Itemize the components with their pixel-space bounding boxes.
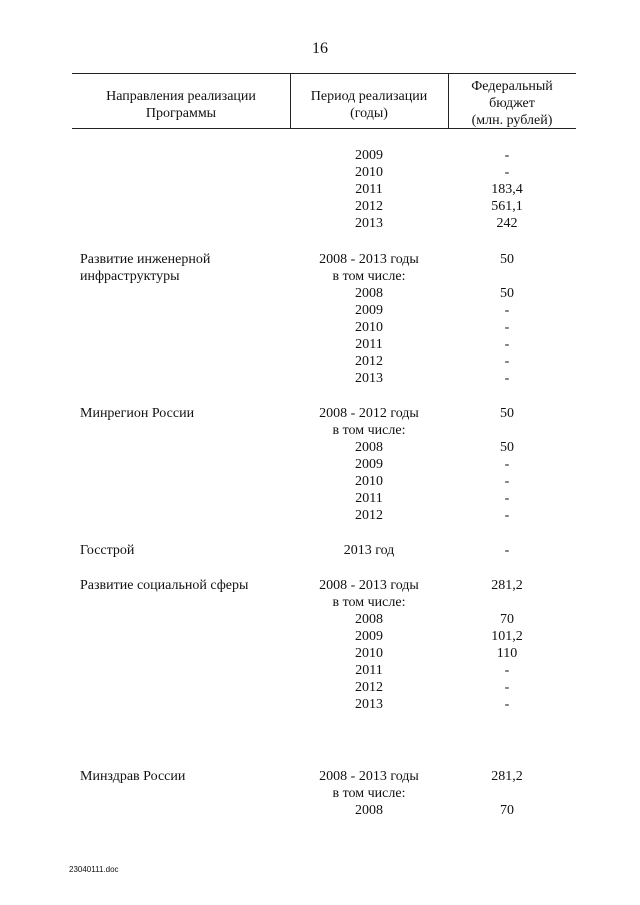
row-period: 2011 bbox=[355, 491, 383, 506]
row-budget: 281,2 bbox=[491, 578, 523, 593]
header-directions: Направления реализации Программы bbox=[106, 89, 256, 121]
row-direction: Развитие инженерной инфраструктуры bbox=[80, 252, 211, 284]
row-budget: 50 bbox=[500, 440, 514, 455]
row-budget: - bbox=[504, 148, 510, 163]
row-budget: - bbox=[504, 457, 510, 472]
row-period: 2009 bbox=[355, 148, 383, 163]
row-period: 2008 bbox=[355, 440, 383, 455]
row-direction: Развитие социальной сферы bbox=[80, 578, 249, 593]
row-period: 2010 bbox=[355, 165, 383, 180]
row-period: 2012 bbox=[355, 354, 383, 369]
row-budget: - bbox=[504, 680, 510, 695]
row-budget: 183,4 bbox=[491, 182, 523, 197]
row-budget: - bbox=[504, 320, 510, 335]
row-period: 2008 - 2013 годы bbox=[319, 578, 419, 593]
row-budget: - bbox=[504, 165, 510, 180]
row-budget: - bbox=[504, 303, 510, 318]
row-budget: - bbox=[504, 663, 510, 678]
row-period: 2012 bbox=[355, 508, 383, 523]
row-budget: 70 bbox=[500, 803, 514, 818]
row-budget: - bbox=[504, 337, 510, 352]
row-budget: - bbox=[504, 354, 510, 369]
row-period: 2009 bbox=[355, 629, 383, 644]
row-direction: Минрегион России bbox=[80, 406, 195, 421]
row-period: в том числе: bbox=[332, 595, 406, 610]
header-period: Период реализации (годы) bbox=[310, 89, 428, 121]
row-period: 2010 bbox=[355, 646, 383, 661]
row-period: 2009 bbox=[355, 457, 383, 472]
row-budget: 561,1 bbox=[491, 199, 523, 214]
row-period: 2008 bbox=[355, 612, 383, 627]
row-period: 2010 bbox=[355, 474, 383, 489]
footer-filename: 23040111.doc bbox=[69, 865, 119, 874]
header-federal-budget: Федеральный бюджет (млн. рублей) bbox=[471, 79, 553, 128]
table-top-rule bbox=[72, 73, 576, 74]
row-budget: - bbox=[504, 508, 510, 523]
row-period: 2012 bbox=[355, 199, 383, 214]
row-period: 2011 bbox=[355, 182, 383, 197]
row-budget: - bbox=[504, 543, 510, 558]
row-budget: - bbox=[504, 371, 510, 386]
row-budget: 101,2 bbox=[491, 629, 523, 644]
row-period: 2013 bbox=[355, 216, 383, 231]
row-period: 2008 bbox=[355, 286, 383, 301]
row-direction: Госстрой bbox=[80, 543, 135, 558]
row-budget: 110 bbox=[496, 646, 518, 661]
row-period: 2010 bbox=[355, 320, 383, 335]
page-number: 16 bbox=[312, 40, 328, 57]
row-budget: 50 bbox=[500, 406, 514, 421]
row-period: 2009 bbox=[355, 303, 383, 318]
row-budget: 50 bbox=[500, 286, 514, 301]
row-period: 2008 - 2013 годы bbox=[319, 769, 419, 784]
row-budget: - bbox=[504, 474, 510, 489]
row-budget: - bbox=[504, 697, 510, 712]
row-period: 2008 - 2012 годы bbox=[319, 406, 419, 421]
row-budget: 281,2 bbox=[491, 769, 523, 784]
row-period: 2008 - 2013 годы bbox=[319, 252, 419, 267]
row-direction: Минздрав России bbox=[80, 769, 186, 784]
row-budget: 50 bbox=[500, 252, 514, 267]
row-period: 2013 bbox=[355, 371, 383, 386]
row-period: в том числе: bbox=[332, 423, 406, 438]
row-period: 2011 bbox=[355, 337, 383, 352]
row-period: в том числе: bbox=[332, 786, 406, 801]
row-budget: - bbox=[504, 491, 510, 506]
row-period: 2011 bbox=[355, 663, 383, 678]
row-period: 2008 bbox=[355, 803, 383, 818]
row-period: в том числе: bbox=[332, 269, 406, 284]
row-budget: 70 bbox=[500, 612, 514, 627]
row-period: 2012 bbox=[355, 680, 383, 695]
row-budget: 242 bbox=[496, 216, 518, 231]
row-period: 2013 bbox=[355, 697, 383, 712]
row-period: 2013 год bbox=[343, 543, 395, 558]
